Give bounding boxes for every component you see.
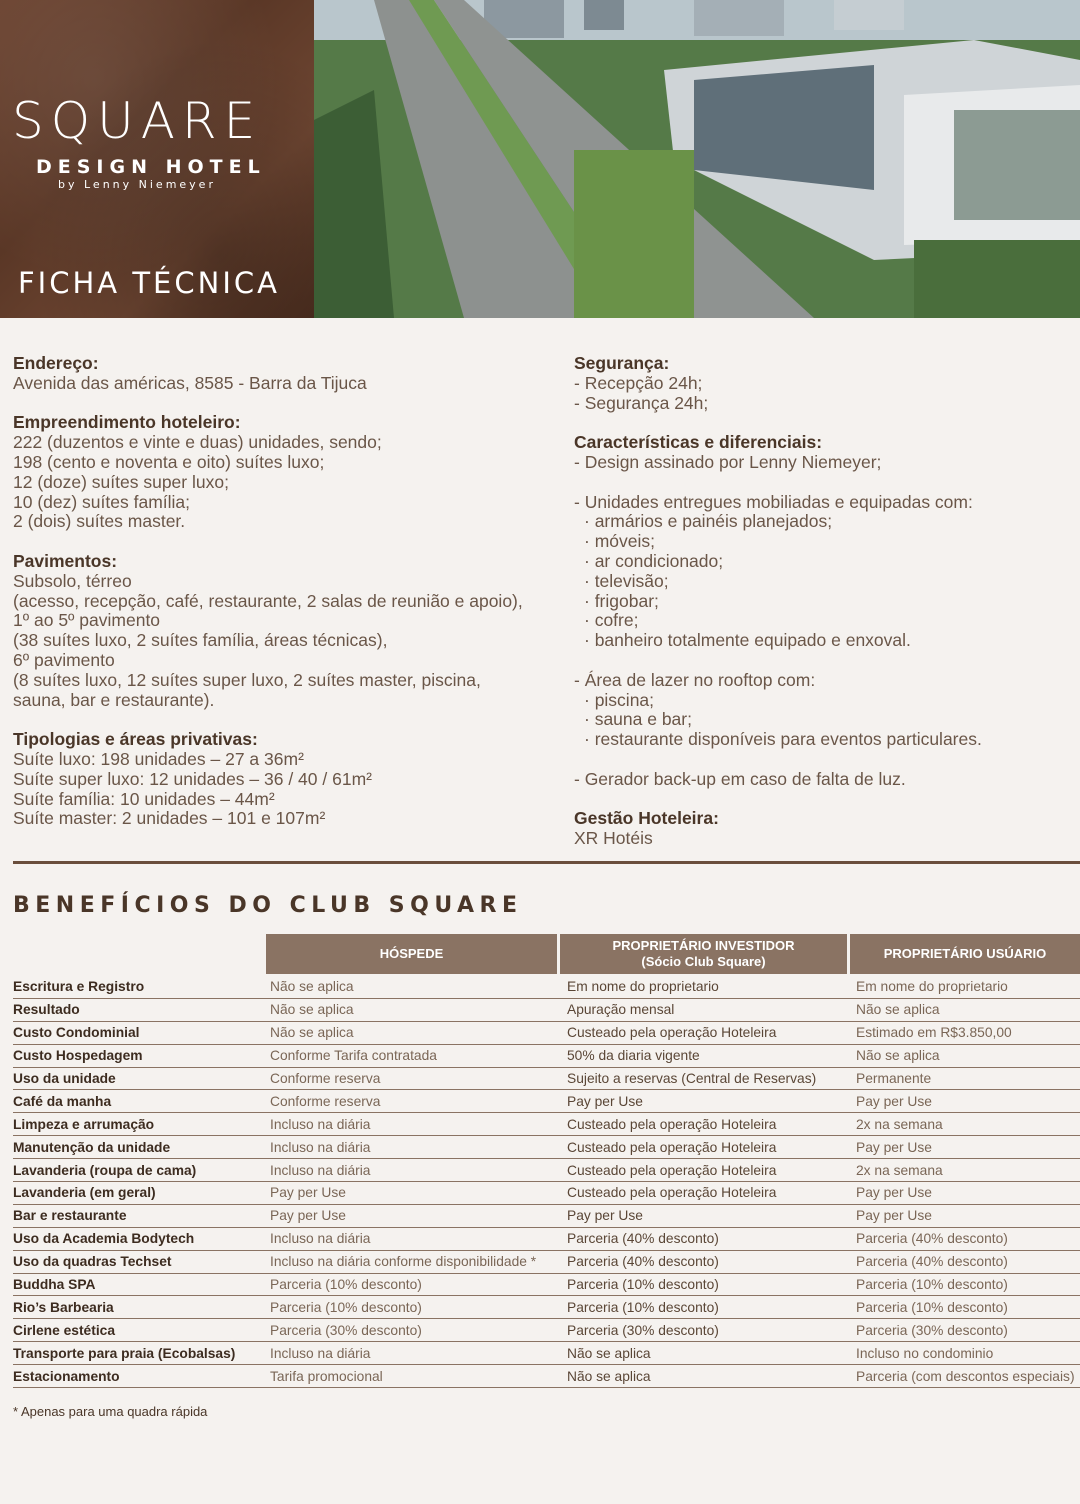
- benefit-name-cell: Custo Hospedagem: [13, 1048, 143, 1064]
- section-line: sauna, bar e restaurante).: [13, 689, 215, 710]
- table-row: [13, 1251, 1080, 1274]
- hospede-cell: Conforme Tarifa contratada: [270, 1048, 437, 1064]
- table-row: [13, 1319, 1080, 1342]
- investidor-cell: Custeado pela operação Hoteleira: [567, 1185, 777, 1201]
- gestao-section: [574, 809, 1074, 849]
- benefit-name-cell: Resultado: [13, 1002, 80, 1018]
- left-column: [13, 354, 558, 849]
- benefit-name-cell: Lavanderia (roupa de cama): [13, 1162, 197, 1178]
- brand-panel: [0, 0, 314, 318]
- investidor-cell: Custeado pela operação Hoteleira: [567, 1139, 777, 1155]
- investidor-cell: Pay per Use: [567, 1093, 643, 1109]
- investidor-cell: 50% da diaria vigente: [567, 1048, 700, 1064]
- section-title: Segurança:: [574, 353, 670, 373]
- benefits-table: [13, 976, 1080, 1388]
- usuario-cell: Parceria (10% desconto): [856, 1277, 1008, 1293]
- section-title: Tipologias e áreas privativas:: [13, 729, 258, 750]
- benefit-name-cell: Estacionamento: [13, 1368, 120, 1384]
- bullet-item: · sauna e bar;: [584, 709, 692, 730]
- brand-logo-subtitle: DESIGN HOTEL: [36, 156, 266, 178]
- section-line: Suíte família: 10 unidades – 44m²: [13, 788, 275, 809]
- section-line: - Gerador back-up em caso de falta de luz.: [574, 768, 906, 789]
- usuario-cell: Não se aplica: [856, 1048, 940, 1064]
- investidor-cell: Custeado pela operação Hoteleira: [567, 1025, 777, 1041]
- bullet-item: · armários e painéis planejados;: [584, 511, 833, 532]
- hospede-cell: Não se aplica: [270, 979, 354, 995]
- usuario-cell: Pay per Use: [856, 1139, 932, 1155]
- benefit-name-cell: Manutenção da unidade: [13, 1139, 171, 1155]
- section-line: 1º ao 5º pavimento: [13, 610, 161, 631]
- tipologias-section: [13, 730, 558, 829]
- investidor-cell: Não se aplica: [567, 1345, 651, 1361]
- hospede-cell: Incluso na diária: [270, 1345, 371, 1361]
- table-row: [13, 1113, 1080, 1136]
- hospede-cell: Incluso na diária: [270, 1162, 371, 1178]
- table-row: [13, 976, 1080, 999]
- investidor-cell: Parceria (40% desconto): [567, 1231, 719, 1247]
- footnote: * Apenas para uma quadra rápida: [13, 1404, 208, 1419]
- usuario-cell: Parceria (10% desconto): [856, 1299, 1008, 1315]
- spacer: [574, 750, 1074, 770]
- bullet-item: · frigobar;: [584, 590, 659, 611]
- benefit-name-cell: Bar e restaurante: [13, 1208, 127, 1224]
- table-row: [13, 1228, 1080, 1251]
- table-row: [13, 1342, 1080, 1365]
- bullet-item: · restaurante disponíveis para eventos particulares.: [584, 729, 982, 750]
- benefit-name-cell: Lavanderia (em geral): [13, 1185, 156, 1201]
- header-hospede-label: HÓSPEDE: [379, 946, 444, 961]
- table-row: [13, 1274, 1080, 1297]
- investidor-cell: Pay per Use: [567, 1208, 643, 1224]
- hospede-cell: Pay per Use: [270, 1208, 346, 1224]
- bullet-item: · televisão;: [584, 570, 669, 591]
- bullet-item: · banheiro totalmente equipado e enxoval.: [584, 630, 911, 651]
- table-row: [13, 1159, 1080, 1182]
- table-row: [13, 1068, 1080, 1091]
- right-column: [574, 354, 1074, 869]
- caracteristicas-section: [574, 433, 1074, 789]
- header-proprietario-investidor: [560, 934, 847, 974]
- section-line: 198 (cento e noventa e oito) suítes luxo;: [13, 451, 325, 472]
- section-line: 10 (dez) suítes família;: [13, 491, 191, 512]
- section-line: - Design assinado por Lenny Niemeyer;: [574, 451, 882, 472]
- table-row: [13, 1205, 1080, 1228]
- investidor-cell: Parceria (10% desconto): [567, 1299, 719, 1315]
- benefit-name-cell: Uso da Academia Bodytech: [13, 1231, 195, 1247]
- investidor-cell: Parceria (40% desconto): [567, 1254, 719, 1270]
- usuario-cell: Em nome do proprietario: [856, 979, 1008, 995]
- usuario-cell: Não se aplica: [856, 1002, 940, 1018]
- benefit-name-cell: Uso da unidade: [13, 1071, 116, 1086]
- pavimentos-section: [13, 552, 558, 710]
- table-row: [13, 1365, 1080, 1388]
- benefit-name-cell: Transporte para praia (Ecobalsas): [13, 1345, 236, 1361]
- hospede-cell: Conforme reserva: [270, 1093, 381, 1109]
- bullet-item: · piscina;: [584, 689, 655, 710]
- spacer: [574, 651, 1074, 671]
- section-line: Subsolo, térreo: [13, 570, 132, 591]
- section-title: Características e diferenciais:: [574, 432, 823, 453]
- investidor-cell: Sujeito a reservas (Central de Reservas): [567, 1071, 817, 1086]
- header-investidor-label-wrap: [612, 938, 794, 970]
- section-line: XR Hotéis: [574, 828, 653, 849]
- section-line: 12 (doze) suítes super luxo;: [13, 471, 229, 492]
- investidor-cell: Parceria (30% desconto): [567, 1322, 719, 1338]
- usuario-cell: Parceria (com descontos especiais): [856, 1368, 1075, 1384]
- header-usuario-label: PROPRIETÁRIO USÚARIO: [883, 946, 1047, 961]
- investidor-cell: Custeado pela operação Hoteleira: [567, 1116, 777, 1132]
- section-title: Endereço:: [13, 353, 99, 373]
- benefit-name-cell: Escritura e Registro: [13, 979, 145, 995]
- section-line: 6º pavimento: [13, 649, 115, 670]
- section-line: Suíte super luxo: 12 unidades – 36 / 40 / 61m²: [13, 768, 372, 789]
- benefit-name-cell: Rio’s Barbearia: [13, 1299, 114, 1315]
- empreendimento-section: [13, 413, 558, 532]
- section-line: Suíte master: 2 unidades – 101 e 107m²: [13, 808, 326, 829]
- usuario-cell: 2x na semana: [856, 1162, 943, 1178]
- hospede-cell: Não se aplica: [270, 1025, 354, 1041]
- hospede-cell: Pay per Use: [270, 1185, 346, 1201]
- benefit-name-cell: Cirlene estética: [13, 1322, 115, 1338]
- usuario-cell: Parceria (30% desconto): [856, 1322, 1008, 1338]
- usuario-cell: Pay per Use: [856, 1093, 932, 1109]
- header-proprietario-usuario: [850, 934, 1080, 974]
- seguranca-section: [574, 354, 1074, 413]
- section-line: Suíte luxo: 198 unidades – 27 a 36m²: [13, 748, 304, 769]
- section-line: 2 (dois) suítes master.: [13, 511, 186, 532]
- brand-logo-by: by Lenny Niemeyer: [58, 178, 216, 191]
- table-row: [13, 1136, 1080, 1159]
- page-title: FICHA TÉCNICA: [18, 266, 280, 300]
- usuario-cell: Incluso no condominio: [856, 1345, 994, 1361]
- usuario-cell: Parceria (40% desconto): [856, 1231, 1008, 1247]
- investidor-cell: Não se aplica: [567, 1368, 651, 1384]
- header-hospede: [266, 934, 557, 974]
- header: [0, 0, 1080, 318]
- investidor-cell: Custeado pela operação Hoteleira: [567, 1162, 777, 1178]
- table-row: [13, 1022, 1080, 1045]
- investidor-cell: Parceria (10% desconto): [567, 1277, 719, 1293]
- hospede-cell: Incluso na diária conforme disponibilidade *: [270, 1254, 537, 1270]
- section-line: (38 suítes luxo, 2 suítes família, áreas técnicas),: [13, 630, 388, 651]
- usuario-cell: Pay per Use: [856, 1185, 932, 1201]
- divider: [13, 861, 1080, 864]
- section-title: Gestão Hoteleira:: [574, 808, 719, 829]
- section-line: - Segurança 24h;: [574, 392, 709, 413]
- endereco-section: [13, 354, 558, 394]
- section-line: Avenida das américas, 8585 - Barra da Tijuca: [13, 372, 367, 393]
- hospede-cell: Incluso na diária: [270, 1116, 371, 1132]
- investidor-cell: Apuração mensal: [567, 1002, 675, 1018]
- table-row: [13, 1090, 1080, 1113]
- header-investidor-sublabel: (Sócio Club Square): [641, 954, 766, 969]
- brand-logo-title: SQUARE: [12, 92, 263, 150]
- hospede-cell: Parceria (10% desconto): [270, 1299, 422, 1315]
- section-line: - Recepção 24h;: [574, 372, 703, 393]
- usuario-cell: Permanente: [856, 1071, 932, 1086]
- usuario-cell: Estimado em R$3.850,00: [856, 1025, 1012, 1041]
- header-investidor-label: PROPRIETÁRIO INVESTIDOR: [612, 938, 795, 953]
- hospede-cell: Não se aplica: [270, 1002, 354, 1018]
- section-title: Empreendimento hoteleiro:: [13, 412, 241, 433]
- spacer: [574, 473, 1074, 493]
- benefit-name-cell: Buddha SPA: [13, 1277, 96, 1293]
- section-line: 222 (duzentos e vinte e duas) unidades, sendo;: [13, 432, 382, 453]
- table-row: [13, 1182, 1080, 1205]
- section-line: - Unidades entregues mobiliadas e equipadas com:: [574, 491, 973, 512]
- hospede-cell: Incluso na diária: [270, 1139, 371, 1155]
- aerial-photo: [314, 0, 1080, 318]
- benefit-name-cell: Custo Condominial: [13, 1025, 140, 1041]
- table-row: [13, 1296, 1080, 1319]
- benefit-name-cell: Limpeza e arrumação: [13, 1116, 155, 1132]
- table-row: [13, 1045, 1080, 1068]
- benefit-name-cell: Café da manha: [13, 1093, 112, 1109]
- club-title: BENEFÍCIOS DO CLUB SQUARE: [13, 893, 523, 918]
- bullet-item: · ar condicionado;: [584, 550, 724, 571]
- benefit-name-cell: Uso da quadras Techset: [13, 1254, 172, 1270]
- section-line: - Área de lazer no rooftop com:: [574, 669, 816, 690]
- bullet-item: · móveis;: [584, 531, 655, 552]
- usuario-cell: 2x na semana: [856, 1116, 943, 1132]
- usuario-cell: Parceria (40% desconto): [856, 1254, 1008, 1270]
- section-title: Pavimentos:: [13, 550, 118, 571]
- bullet-item: · cofre;: [584, 610, 639, 631]
- investidor-cell: Em nome do proprietario: [567, 979, 719, 995]
- hospede-cell: Parceria (30% desconto): [270, 1322, 422, 1338]
- hospede-cell: Parceria (10% desconto): [270, 1277, 422, 1293]
- hospede-cell: Conforme reserva: [270, 1071, 381, 1086]
- section-line: (8 suítes luxo, 12 suítes super luxo, 2 suítes master, piscina,: [13, 669, 481, 690]
- aerial-photo-illustration: [314, 0, 1080, 318]
- section-line: (acesso, recepção, café, restaurante, 2 salas de reunião e apoio),: [13, 590, 523, 611]
- hospede-cell: Incluso na diária: [270, 1231, 371, 1247]
- table-row: [13, 999, 1080, 1022]
- hospede-cell: Tarifa promocional: [270, 1368, 383, 1384]
- usuario-cell: Pay per Use: [856, 1208, 932, 1224]
